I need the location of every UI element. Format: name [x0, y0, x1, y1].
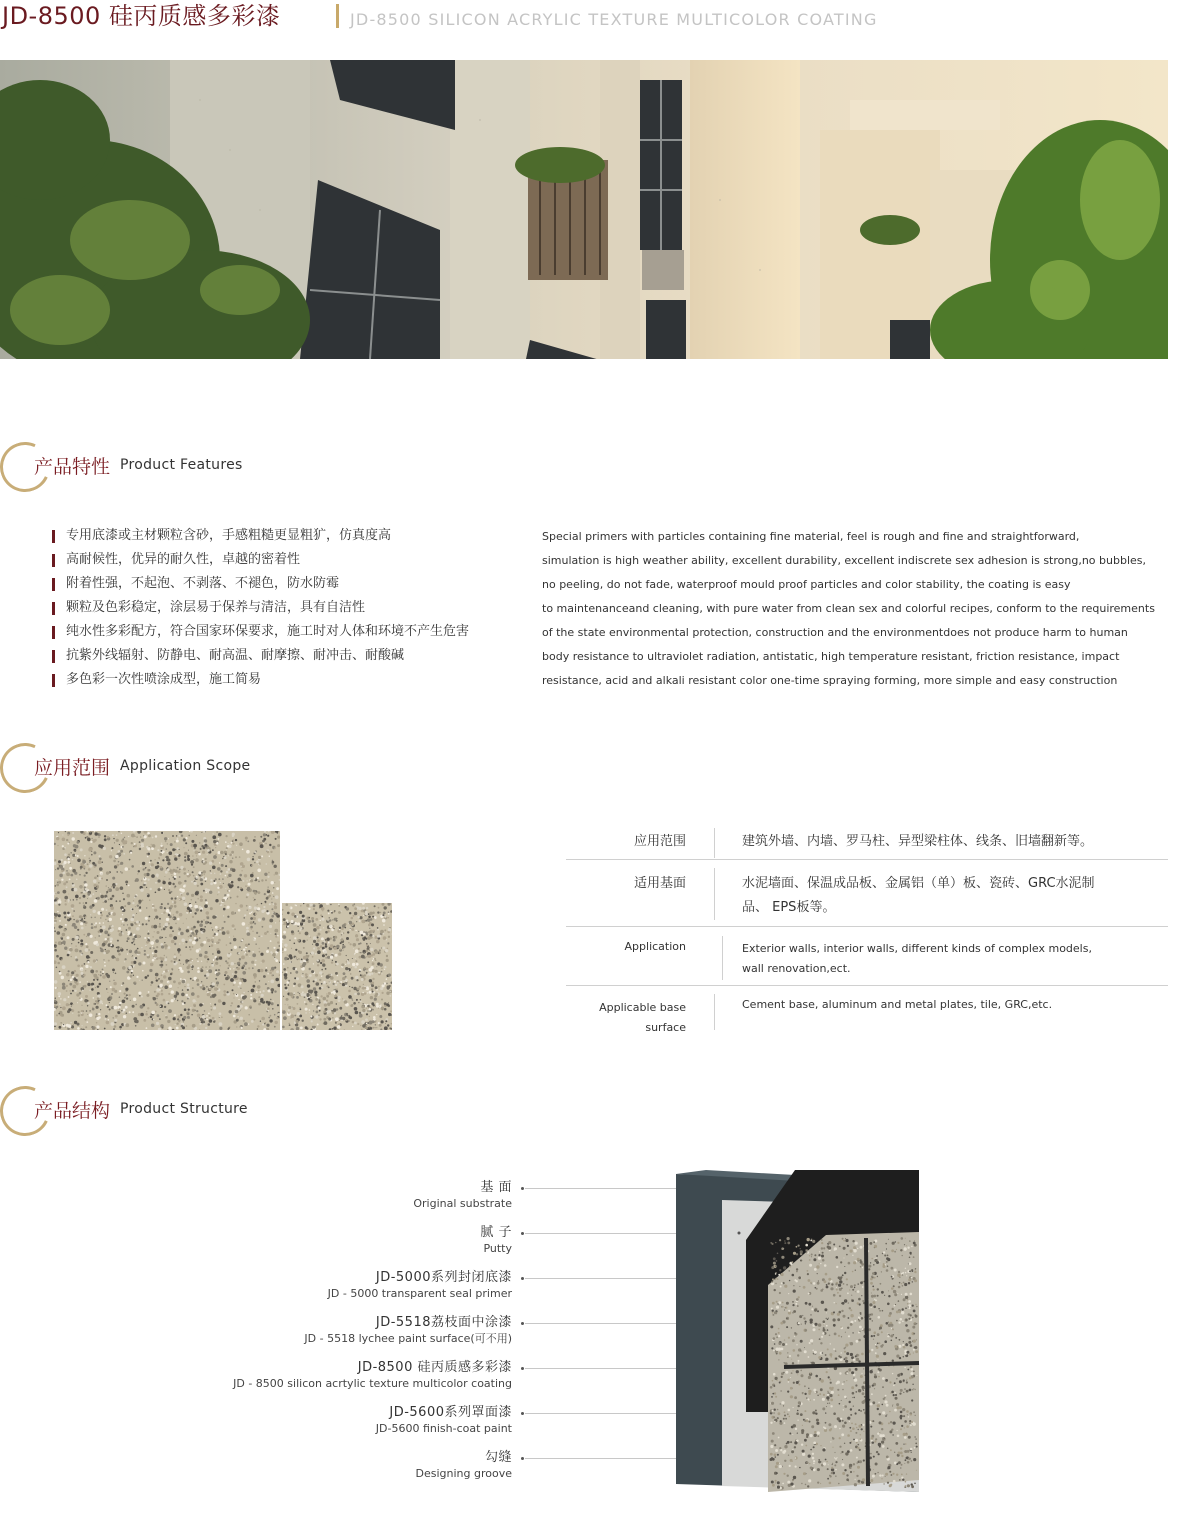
layer-name-en: Designing groove	[415, 1467, 512, 1480]
layer-name-en: JD-5600 finish-coat paint	[375, 1422, 512, 1435]
layer-name-cn: JD-8500 硅丙质感多彩漆	[357, 1360, 512, 1375]
page-header	[0, 0, 1180, 36]
hero-building-photo	[0, 60, 1168, 359]
layer-name-en: JD - 5000 transparent seal primer	[327, 1287, 512, 1300]
feature-item: 附着性强，不起泡、不剥落、不褪色，防水防霉	[52, 573, 522, 597]
feature-line-en: to maintenanceand cleaning, with pure water from clean sex and colorful recipes, conform to the requirements	[542, 602, 1155, 615]
scope-row-key: 应用范围	[633, 834, 686, 849]
feature-item: 颗粒及色彩稳定，涂层易于保养与清洁，具有自洁性	[52, 597, 522, 621]
features-text-en	[542, 528, 1172, 696]
texture-swatch-small	[282, 903, 392, 1030]
layer-label	[328, 1270, 512, 1301]
leader-arrow	[521, 1367, 524, 1370]
layer-label	[413, 1180, 512, 1211]
feature-item: 抗紫外线辐射、防静电、耐高温、耐摩擦、耐冲击、耐酸碱	[52, 645, 522, 669]
layer-name-cn: 基 面	[480, 1180, 512, 1195]
scope-row	[566, 820, 1168, 860]
scope-row-key	[599, 998, 686, 1038]
layer-label	[480, 1225, 512, 1256]
leader-arrow	[521, 1457, 524, 1460]
leader-arrow	[521, 1232, 524, 1235]
feature-line-en: Special primers with particles containing fine material, feel is rough and fine and straightforward,	[542, 530, 1080, 543]
column-divider	[714, 868, 715, 920]
feature-line-en: body resistance to ultraviolet radiation, antistatic, high temperature resistant, friction resistance, impact	[542, 650, 1120, 663]
scope-row	[566, 860, 1168, 926]
scope-row	[566, 926, 1168, 986]
layer-label	[233, 1360, 512, 1391]
feature-item: 高耐候性，优异的耐久性，卓越的密着性	[52, 549, 522, 573]
scope-row-value-line: 品、 EPS板等。	[742, 900, 836, 915]
layer-name-cn: JD-5518荔枝面中涂漆	[375, 1315, 512, 1330]
layer-label	[376, 1405, 512, 1436]
features-heading	[0, 440, 400, 500]
leader-arrow	[521, 1412, 524, 1415]
feature-item: 纯水性多彩配方，符合国家环保要求，施工时对人体和环境不产生危害	[52, 621, 522, 645]
scope-row-value: 建筑外墙、内墙、罗马柱、异型梁柱体、线条、旧墙翻新等。	[742, 834, 1094, 849]
title-divider	[336, 4, 339, 28]
scope-row	[566, 986, 1168, 1036]
scope-row-value-line: wall renovation,ect.	[742, 962, 851, 975]
layer-name-cn: JD-5000系列封闭底漆	[375, 1270, 512, 1285]
leader-arrow	[521, 1187, 524, 1190]
column-divider	[722, 936, 723, 980]
column-divider	[714, 828, 715, 858]
scope-heading-en: Application Scope	[120, 758, 251, 774]
leader-arrow	[521, 1322, 524, 1325]
layer-label	[304, 1315, 512, 1346]
layer-name-cn: JD-5600系列罩面漆	[389, 1405, 512, 1420]
scope-row-value: Cement base, aluminum and metal plates, tile, GRC,etc.	[742, 998, 1053, 1011]
feature-line-en: resistance, acid and alkali resistant color one-time spraying forming, more simple and easy construction	[542, 674, 1118, 687]
feature-item: 专用底漆或主材颗粒含砂，手感粗糙更显粗犷，仿真度高	[52, 525, 522, 549]
feature-item: 多色彩一次性喷涂成型，施工简易	[52, 669, 522, 693]
texture-swatch-large	[54, 831, 280, 1030]
scope-heading	[0, 741, 400, 801]
scope-row-key-line: surface	[645, 1021, 686, 1034]
layer-label	[416, 1450, 513, 1481]
features-list-cn	[52, 525, 522, 693]
layer-name-cn: 勾缝	[484, 1450, 512, 1465]
layer-name-cn: 腻 子	[480, 1225, 512, 1240]
layer-name-en: JD - 8500 silicon acrtylic texture multicolor coating	[233, 1377, 512, 1390]
leader-arrow	[521, 1277, 524, 1280]
scope-heading-cn: 应用范围	[34, 757, 111, 779]
structure-heading-en: Product Structure	[120, 1101, 248, 1117]
layer-name-en: Original substrate	[413, 1197, 512, 1210]
scope-row-value	[742, 939, 1092, 979]
scope-row-value-line: 水泥墙面、保温成品板、金属铝（单）板、瓷砖、GRC水泥制	[742, 876, 1095, 891]
layer-name-en: JD - 5518 lychee paint surface(可不用)	[304, 1332, 512, 1345]
layer-structure-diagram	[676, 1170, 926, 1500]
scope-row-key: 适用基面	[633, 876, 686, 891]
scope-row-value	[742, 872, 1095, 920]
feature-line-en: of the state environmental protection, construction and the environmentdoes not produce harm to human	[542, 626, 1128, 639]
column-divider	[714, 994, 715, 1030]
features-heading-cn: 产品特性	[34, 456, 111, 478]
scope-row-key: Application	[624, 940, 686, 953]
feature-line-en: no peeling, do not fade, waterproof mould proof particles and color stability, the coating is easy	[542, 578, 1071, 591]
page-title: JD-8500 硅丙质感多彩漆	[2, 2, 281, 30]
feature-line-en: simulation is high weather ability, excellent durability, excellent indiscrete sex adhesion is strong,no bubbles,	[542, 554, 1146, 567]
scope-row-key-line: Applicable base	[599, 1001, 686, 1014]
page-subtitle: JD-8500 SILICON ACRYLIC TEXTURE MULTICOLOR COATING	[350, 10, 878, 29]
layer-name-en: Putty	[483, 1242, 512, 1255]
scope-row-value-line: Exterior walls, interior walls, different kinds of complex models,	[742, 942, 1092, 955]
structure-heading	[0, 1084, 400, 1144]
features-heading-en: Product Features	[120, 457, 243, 473]
structure-heading-cn: 产品结构	[34, 1100, 111, 1122]
